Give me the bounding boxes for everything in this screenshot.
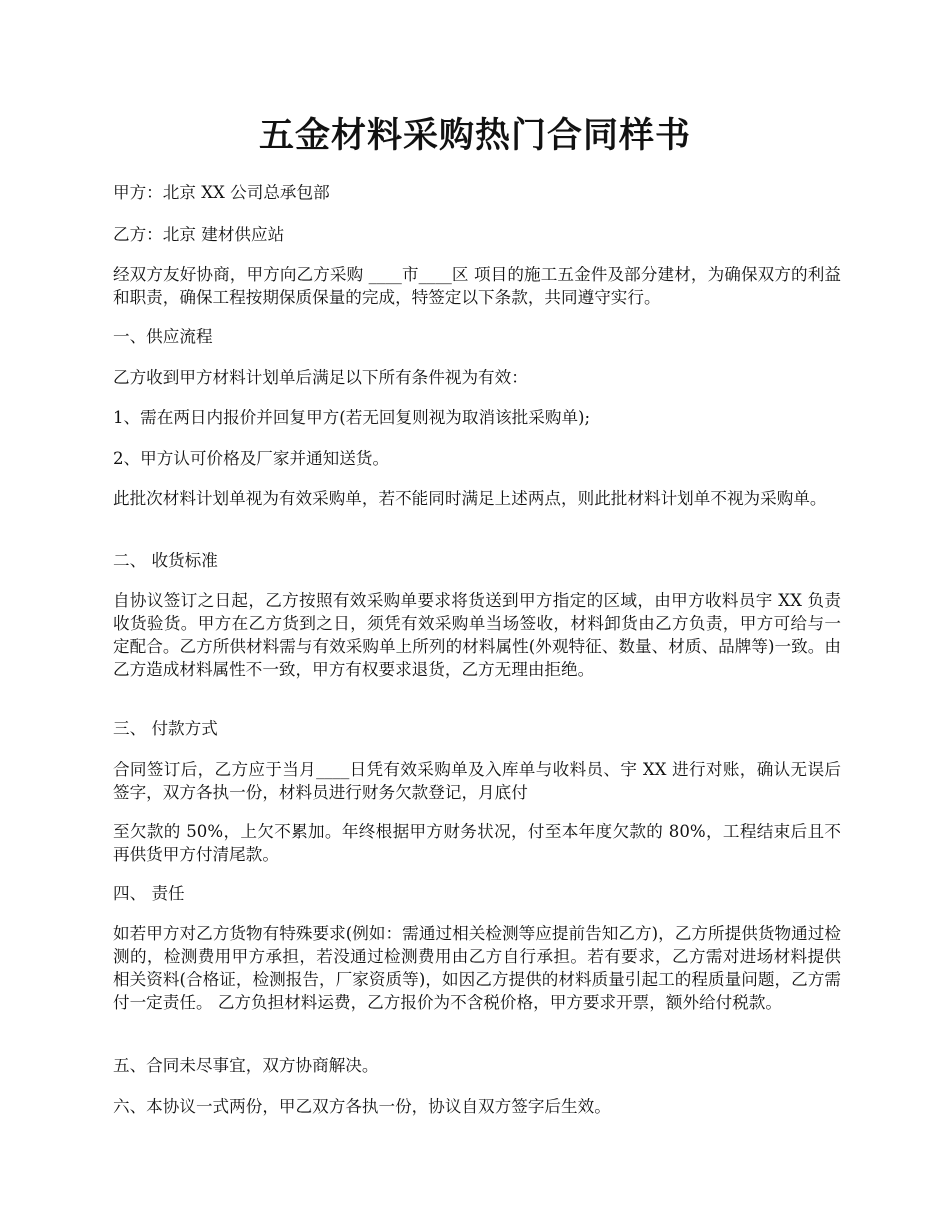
section-1-item-2: 2、甲方认可价格及厂家并通知送货。 xyxy=(113,449,390,468)
section-1-note: 此批次材料计划单视为有效采购单，若不能同时满足上述两点，则此批材料计划单不视为采购单。 xyxy=(113,489,827,508)
section-4-body: 如若甲方对乙方货物有特殊要求(例如：需通过相关检测等应提前告知乙方)，乙方所提供货物通过检测的，检测费用甲方承担，若没通过检测费用由乙方自行承担。若有要求，乙方需对进场材料提供相关资料(合格证，检测报告，厂家资质等)，如因乙方提供的材料质量引起工的程质量问题，乙方需付一定责任。 乙方负担材料运费，乙方报价为不含税价格，甲方要求开票，额外给付税款。 xyxy=(113,924,841,1012)
party-a-line: 甲方：北京 XX 公司总承包部 xyxy=(113,183,330,202)
section-2-heading: 二、 收货标准 xyxy=(113,551,218,570)
section-5-line: 五、合同未尽事宜，双方协商解决。 xyxy=(113,1056,379,1075)
document-title: 五金材料采购热门合同样书 xyxy=(258,115,691,156)
section-1-intro: 乙方收到甲方材料计划单后满足以下所有条件视为有效： xyxy=(113,368,528,387)
party-b-line: 乙方：北京 建材供应站 xyxy=(113,225,285,244)
section-1-item-1: 1、需在两日内报价并回复甲方(若无回复则视为取消该批采购单); xyxy=(113,408,591,427)
section-2-body: 自协议签订之日起，乙方按照有效采购单要求将货送到甲方指定的区域，由甲方收料员宇 XX 负责收货验货。甲方在乙方货到之日，须凭有效采购单当场签收，材料卸货由乙方负责，甲方可给与一定配合。乙方所供材料需与有效采购单上所列的材料属性(外观特征、数量、材质、品牌等)一致。由乙方造成材料属性不一致，甲方有权要求退货，乙方无理由拒绝。 xyxy=(113,591,841,679)
section-3-body-1: 合同签订后，乙方应于当月____日凭有效采购单及入库单与收料员、宇 XX 进行对账，确认无误后签字，双方各执一份，材料员进行财务欠款登记，月底付 xyxy=(113,760,841,802)
section-1-heading: 一、供应流程 xyxy=(113,327,213,346)
section-3-heading: 三、 付款方式 xyxy=(113,719,218,738)
section-6-line: 六、本协议一式两份，甲乙双方各执一份，协议自双方签字后生效。 xyxy=(113,1097,611,1116)
preamble-paragraph: 经双方友好协商，甲方向乙方采购 ____市____区 项目的施工五金件及部分建材，为确保双方的利益和职责，确保工程按期保质保量的完成，特签定以下条款，共同遵守实行。 xyxy=(113,265,841,307)
section-4-heading: 四、 责任 xyxy=(113,884,185,903)
section-3-body-2: 至欠款的 50%，上欠不累加。年终根据甲方财务状况，付至本年度欠款的 80%，工程结束后且不再供货甲方付清尾款。 xyxy=(113,822,841,864)
